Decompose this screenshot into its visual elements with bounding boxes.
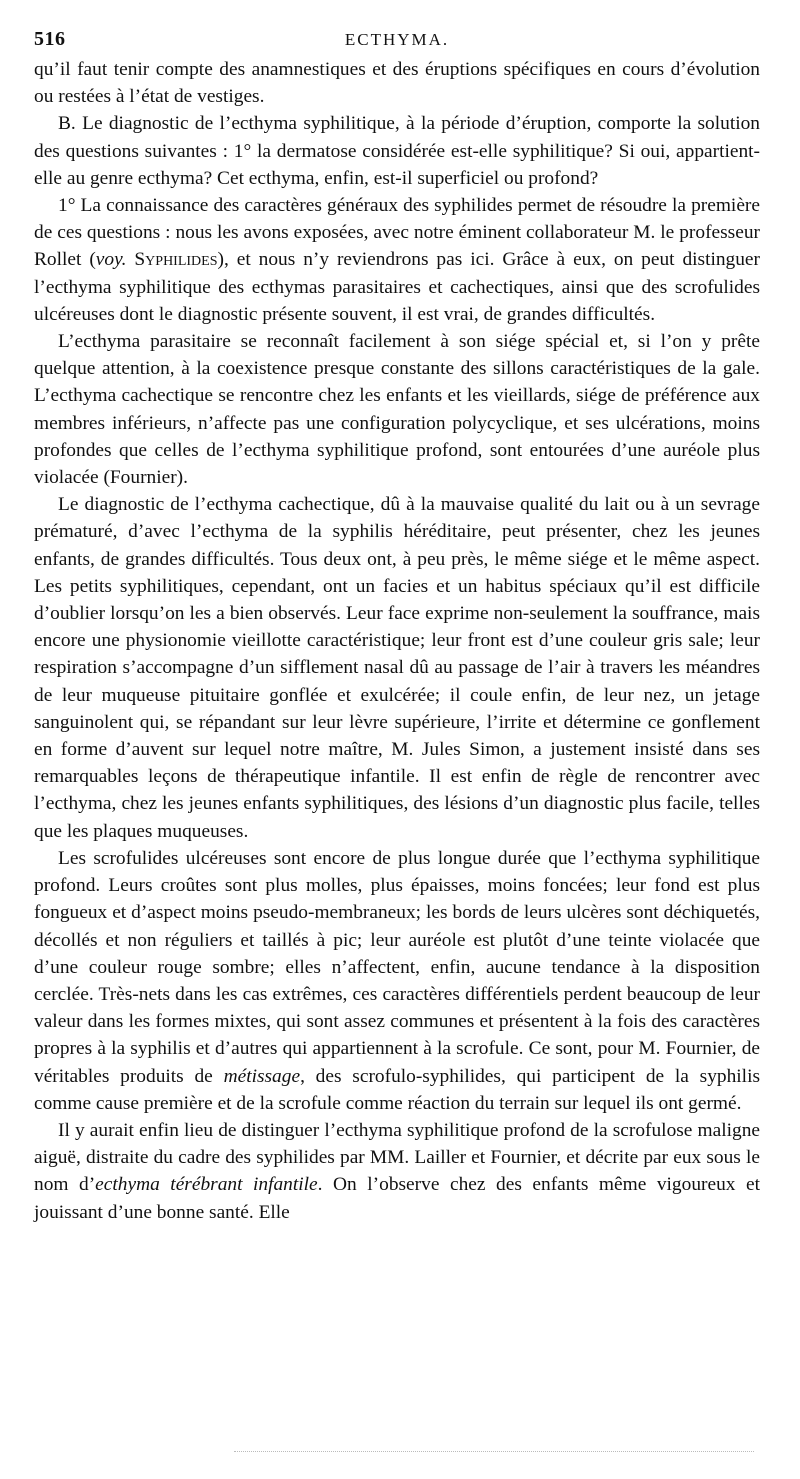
text-run: L’ecthyma parasitaire se reconnaît facilement à son siége spécial et, si l’on y prête quelque attention, à la coexistence presque constante des sillons caractéristiques de la gale. L’ecthyma cachectique se rencontre chez les enfants et les vieillards, siége de préférence aux membres inférieurs, n’affecte pas une configuration polycyclique, et ses ulcérations, moins profondes que celles de l’ecthyma syphilitique profond, sont entourées d’une auréole plus violacée (Fournier). (34, 331, 760, 489)
footer-rule (234, 1451, 754, 1453)
paragraph (34, 56, 760, 110)
italic-text: voy. (95, 249, 127, 271)
small-caps-text: Syphilides (134, 249, 218, 271)
text-run: , des scrofulo-syphilides, qui participent de la syphilis comme cause première et de la scrofule comme réaction du terrain sur lequel ils ont germé. (34, 1065, 761, 1114)
paragraph (34, 328, 760, 491)
page-number: 516 (34, 28, 66, 50)
italic-text: métissage (223, 1065, 301, 1087)
paragraph (34, 845, 760, 1117)
text-run: ), et nous n’y reviendrons pas ici. Grâce à eux, on peut distinguer l’ecthyma syphilitique des ecthymas parasitaires et cachectiques, ainsi que des scrofulides ulcéreuses dont le diagnostic présente souvent, il est vrai, de grandes difficultés. (34, 249, 760, 325)
paragraph (34, 192, 760, 328)
running-title: ECTHYMA. (344, 30, 450, 49)
text-run: Le diagnostic de l’ecthyma cachectique, dû à la mauvaise qualité du lait ou à un sevrage prématuré, d’avec l’ecthyma de la syphilis héréditaire, peut présenter, chez les jeunes enfants, de grandes difficultés. Tous deux ont, à peu près, le même siége et le même aspect. Les petits syphilitiques, cependant, ont un facies et un habitus spéciaux qu’il est difficile d’oublier lorsqu’on les a bien observés. Leur face exprime non-seulement la souffrance, mais encore une physionomie vieillotte caractéristique; leur front est d’une couleur gris sale; leur respiration s’accompagne d’un sifflement nasal dû au passage de l’air à travers les méandres de leur muqueuse pituitaire gonflée et exulcérée; il coule enfin, de leur nez, un jetage sanguinolent qui, se répandant sur leur lèvre supérieure, l’irrite et détermine ce gonflement en forme d’auvent sur lequel notre maître, M. Jules Simon, a justement insisté dans ses remarquables leçons de thérapeutique infantile. Il est enfin de règle de rencontrer avec l’ecthyma, chez les jeunes enfants syphilitiques, des lésions d’un diagnostic plus facile, telles que les plaques muqueuses. (34, 494, 760, 842)
text-run: . On l’observe chez des enfants même vigoureux et jouissant d’une bonne santé. Elle (34, 1174, 761, 1223)
text-run: Les scrofulides ulcéreuses sont encore de plus longue durée que l’ecthyma syphilitique profond. Leurs croûtes sont plus molles, plus épaisses, moins foncées; leur fond est plus fongueux et d’aspect moins pseudo-membraneux; les bords de leurs ulcères sont déchiquetés, décollés et non réguliers et taillés à pic; leur auréole est plutôt d’une teinte violacée que d’une couleur rouge sombre; elles n’affectent, enfin, aucune tendance à la disposition cerclée. Très-nets dans les cas extrêmes, ces caractères différentiels perdent beaucoup de leur valeur dans les formes mixtes, qui sont assez communes et présentent à la fois des caractères propres à la syphilis et d’autres qui appartiennent à la scrofule. Ce sont, pour M. Fournier, de véritables produits de (34, 847, 760, 1087)
text-run: 1° La connaissance des caractères généraux des syphilides permet de résoudre la première de ces questions : nous les avons exposées, avec notre éminent collaborateur M. le professeur Rollet ( (34, 195, 760, 271)
text-run: B. Le diagnostic de l’ecthyma syphilitique, à la période d’éruption, comporte la solution des questions suivantes : 1° la dermatose considérée est-elle syphilitique? Si oui, appartient-elle au genre ecthyma? Cet ecthyma, enfin, est-il superficiel ou profond? (34, 113, 760, 189)
italic-text: ecthyma térébrant infantile (95, 1174, 318, 1196)
text-run: Il y aurait enfin lieu de distinguer l’ecthyma syphilitique profond de la scrofulose maligne aiguë, distraite du cadre des syphilides par MM. Lailler et Fournier, et décrite par eux sous le nom d’ (34, 1119, 760, 1196)
body-text (34, 56, 760, 1226)
paragraph (34, 110, 760, 192)
page-header (34, 24, 760, 56)
paragraph (34, 1117, 760, 1226)
text-run: qu’il faut tenir compte des anamnestiques et des éruptions spécifiques en cours d’évolution ou restées à l’état de vestiges. (34, 59, 760, 108)
paragraph (34, 491, 760, 845)
